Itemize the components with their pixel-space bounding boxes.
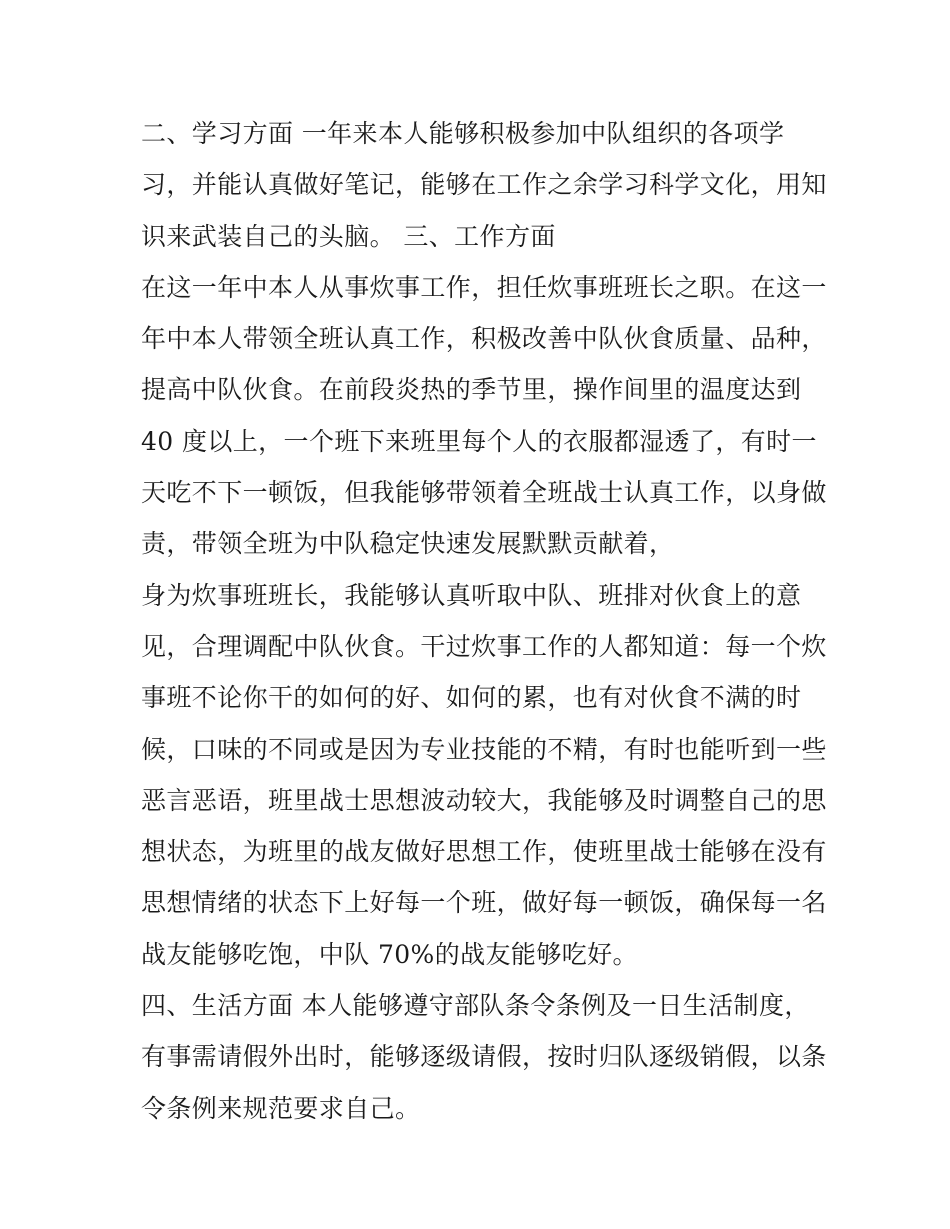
text-line: 四、生活方面 本人能够遵守部队条令条例及一日生活制度， — [141, 991, 810, 1021]
text-line: 40 度以上，一个班下来班里每个人的衣服都湿透了，有时一 — [141, 426, 817, 456]
text-line: 想状态，为班里的战友做好思想工作，使班里战士能够在没有 — [141, 837, 827, 867]
text-line: 提高中队伙食。在前段炎热的季节里，操作间里的温度达到 — [141, 375, 802, 405]
text-line: 习，并能认真做好笔记，能够在工作之余学习科学文化，用知 — [141, 170, 827, 200]
text-line: 战友能够吃饱，中队 70%的战友能够吃好。 — [141, 939, 638, 969]
text-line: 思想情绪的状态下上好每一个班，做好每一顿饭，确保每一名 — [141, 888, 827, 918]
text-line: 事班不论你干的如何的好、如何的累，也有对伙食不满的时 — [141, 683, 802, 713]
text-line: 恶言恶语，班里战士思想波动较大，我能够及时调整自己的思 — [141, 785, 827, 815]
text-line: 识来武装自己的头脑。 三、工作方面 — [141, 221, 556, 251]
text-line: 身为炊事班班长，我能够认真听取中队、班排对伙食上的意 — [141, 580, 802, 610]
text-line: 候，口味的不同或是因为专业技能的不精，有时也能听到一些 — [141, 734, 827, 764]
text-line: 令条例来规范要求自己。 — [141, 1093, 421, 1123]
text-line: 有事需请假外出时，能够逐级请假，按时归队逐级销假，以条 — [141, 1042, 827, 1072]
text-line: 年中本人带领全班认真工作，积极改善中队伙食质量、品种， — [141, 324, 827, 354]
text-line: 天吃不下一顿饭，但我能够带领着全班战士认真工作，以身做 — [141, 478, 827, 508]
text-line: 在这一年中本人从事炊事工作，担任炊事班班长之职。在这一 — [141, 272, 827, 302]
document-body — [141, 108, 831, 1134]
text-line: 责，带领全班为中队稳定快速发展默默贡献着， — [141, 529, 675, 559]
text-line: 二、学习方面 一年来本人能够积极参加中队组织的各项学 — [141, 119, 785, 148]
text-line: 见，合理调配中队伙食。干过炊事工作的人都知道：每一个炊 — [141, 631, 827, 661]
